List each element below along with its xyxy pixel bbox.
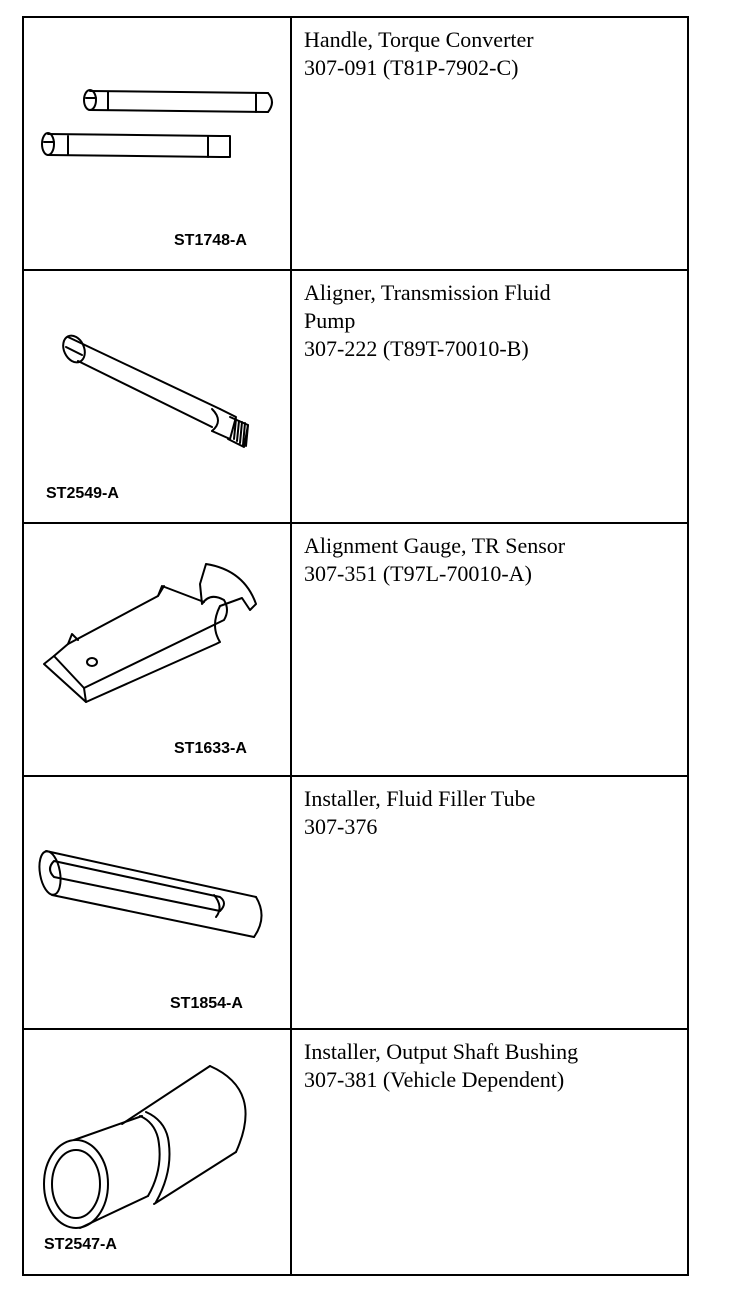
tool-description-cell [292, 18, 687, 269]
tool-part-number: 307-351 (T97L-70010-A) [304, 561, 532, 586]
tool-part-number: 307-376 [304, 814, 378, 839]
tool-description-cell [292, 777, 687, 1028]
table-row [24, 1030, 687, 1274]
tool-description-cell [292, 524, 687, 775]
tool-name: Installer, Fluid Filler Tube [304, 786, 536, 811]
filler-tube-installer-icon [24, 777, 290, 1028]
table-row [24, 271, 687, 524]
tool-name: Installer, Output Shaft Bushing [304, 1039, 579, 1064]
tool-name: Alignment Gauge, TR Sensor [304, 533, 566, 558]
figure-code: ST1748-A [174, 232, 247, 249]
table-row [24, 18, 687, 271]
figure-code: ST2549-A [46, 485, 119, 502]
figure-code: ST1854-A [170, 995, 243, 1012]
tool-part-number: 307-381 (Vehicle Dependent) [304, 1067, 565, 1092]
tool-illustration-cell [24, 1030, 292, 1274]
tool-part-number: 307-222 (T89T-70010-B) [304, 336, 529, 361]
tool-illustration-cell [24, 524, 292, 775]
special-tools-table [22, 16, 689, 1276]
tr-sensor-gauge-icon [24, 524, 290, 775]
figure-code: ST1633-A [174, 740, 247, 757]
tool-name: Handle, Torque Converter [304, 27, 534, 52]
tool-description-cell [292, 271, 687, 522]
tool-name-continued: Pump [304, 308, 356, 333]
tool-part-number: 307-091 (T81P-7902-C) [304, 55, 519, 80]
table-row [24, 777, 687, 1030]
tool-illustration-cell [24, 18, 292, 269]
figure-code: ST2547-A [44, 1236, 117, 1253]
tool-description-cell [292, 1030, 687, 1274]
table-row [24, 524, 687, 777]
tool-illustration-cell [24, 777, 292, 1028]
tool-illustration-cell [24, 271, 292, 522]
torque-converter-handle-icon [24, 18, 290, 269]
tool-name: Aligner, Transmission Fluid [304, 280, 551, 305]
